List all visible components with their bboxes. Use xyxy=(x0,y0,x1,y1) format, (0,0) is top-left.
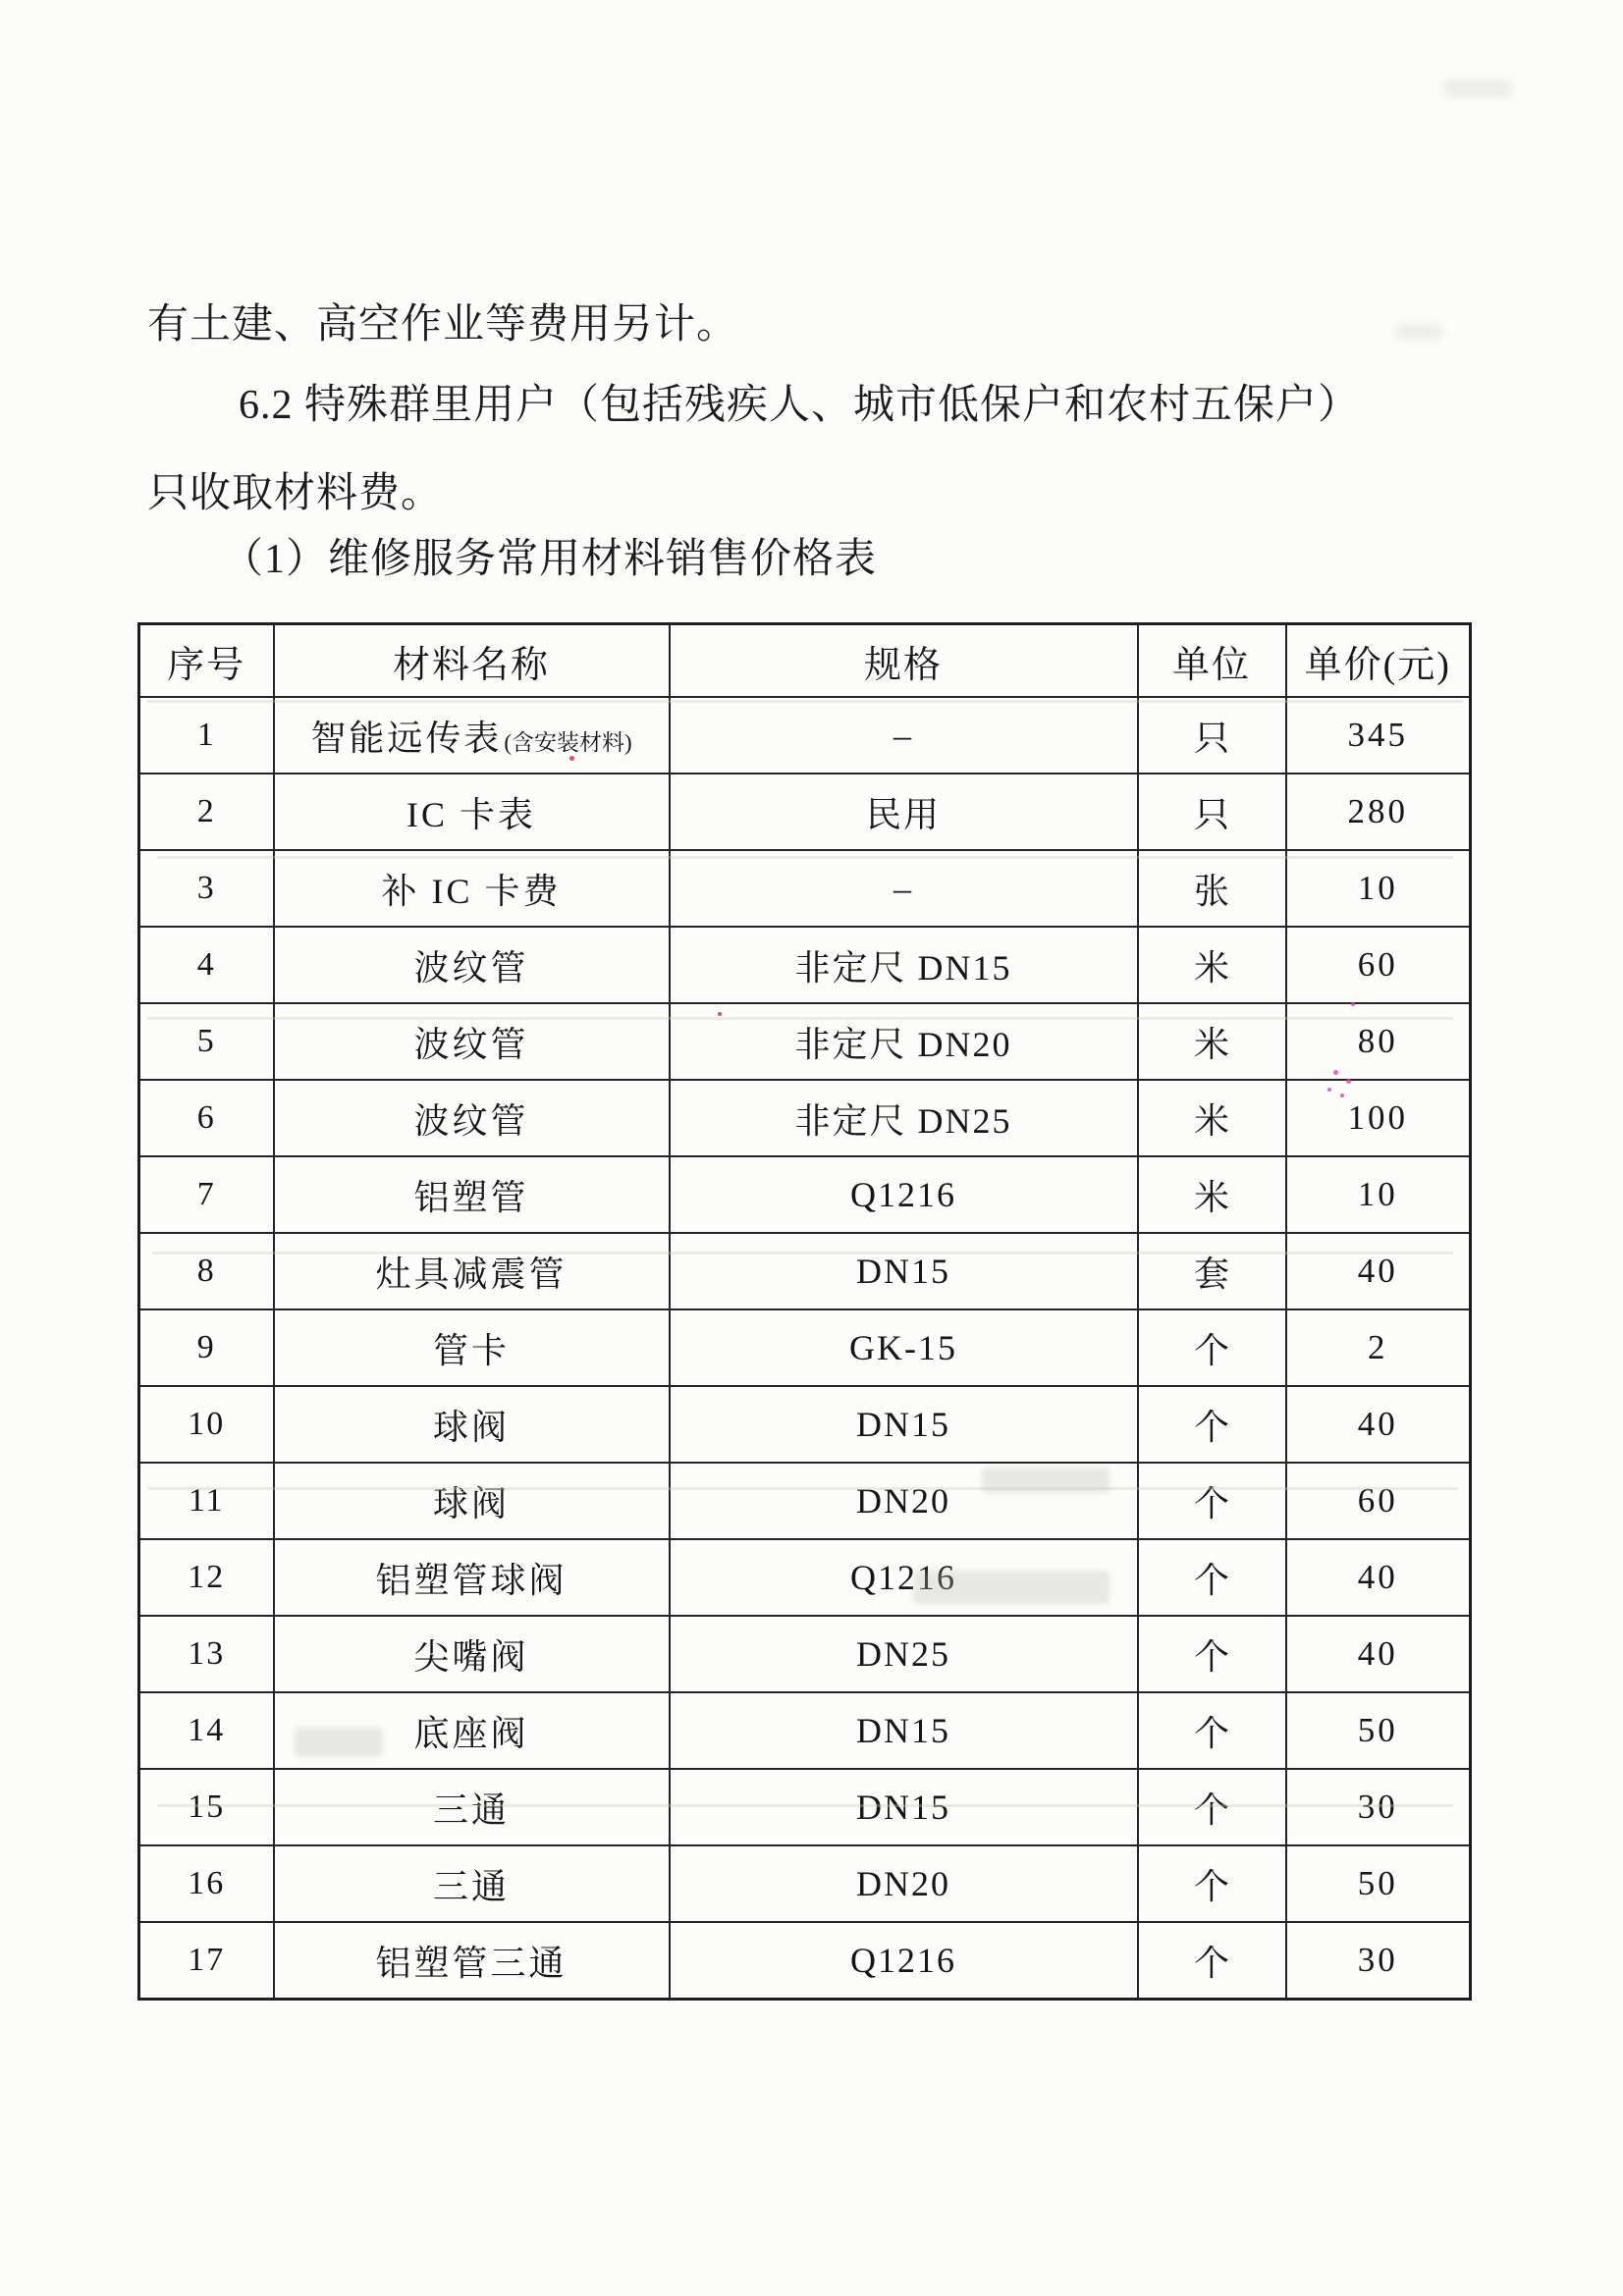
cell-price: 30 xyxy=(1286,1769,1471,1845)
cell-price: 60 xyxy=(1286,1463,1471,1539)
table-row xyxy=(139,1386,1471,1463)
cell-price: 40 xyxy=(1286,1616,1471,1692)
cell-spec: 民用 xyxy=(670,774,1138,850)
material-name-text: 三通 xyxy=(432,1789,510,1830)
cell-spec: Q1216 xyxy=(670,1156,1138,1233)
table-row xyxy=(139,1233,1471,1309)
cell-serial-number: 14 xyxy=(139,1692,274,1769)
cell-unit: 个 xyxy=(1138,1539,1286,1616)
material-name-note: (含安装材料) xyxy=(504,729,632,755)
cell-spec: GK-15 xyxy=(670,1309,1138,1386)
cell-price: 60 xyxy=(1286,927,1471,1003)
cell-price: 30 xyxy=(1286,1922,1471,2000)
cell-price: 50 xyxy=(1286,1845,1471,1922)
cell-material-name xyxy=(274,1003,670,1080)
cell-unit: 个 xyxy=(1138,1463,1286,1539)
cell-serial-number: 16 xyxy=(139,1845,274,1922)
cell-material-name xyxy=(274,1386,670,1463)
header-cell-spec: 规格 xyxy=(670,624,1138,698)
header-cell-material: 材料名称 xyxy=(274,624,670,698)
cell-material-name xyxy=(274,1539,670,1616)
cell-material-name xyxy=(274,927,670,1003)
table-row xyxy=(139,774,1471,850)
table-row xyxy=(139,1156,1471,1233)
cell-price: 100 xyxy=(1286,1080,1471,1156)
table-row xyxy=(139,1539,1471,1616)
cell-serial-number: 5 xyxy=(139,1003,274,1080)
cell-spec: 非定尺 DN20 xyxy=(670,1003,1138,1080)
header-cell-serial: 序号 xyxy=(139,624,274,698)
cell-unit: 米 xyxy=(1138,1156,1286,1233)
cell-price: 10 xyxy=(1286,1156,1471,1233)
cell-price: 40 xyxy=(1286,1233,1471,1309)
cell-material-name xyxy=(274,1309,670,1386)
paragraph-extra-fees: 有土建、高空作业等费用另计。 xyxy=(147,302,739,347)
header-cell-unit: 单位 xyxy=(1138,624,1286,698)
cell-spec: DN25 xyxy=(670,1616,1138,1692)
paragraph-section-6-2-continued: 只收取材料费。 xyxy=(147,471,444,516)
table-row xyxy=(139,1692,1471,1769)
material-name-text: 尖嘴阀 xyxy=(413,1636,529,1677)
cell-material-name xyxy=(274,1769,670,1845)
cell-unit: 个 xyxy=(1138,1386,1286,1463)
cell-spec: DN15 xyxy=(670,1233,1138,1309)
cell-serial-number: 8 xyxy=(139,1233,274,1309)
cell-material-name xyxy=(274,697,670,774)
cell-price: 50 xyxy=(1286,1692,1471,1769)
cell-spec: DN20 xyxy=(670,1463,1138,1539)
cell-unit: 个 xyxy=(1138,1692,1286,1769)
material-name-text: 铝塑管三通 xyxy=(375,1943,568,1983)
cell-serial-number: 1 xyxy=(139,697,274,774)
cell-serial-number: 3 xyxy=(139,850,274,927)
cell-unit: 个 xyxy=(1138,1769,1286,1845)
cell-price: 40 xyxy=(1286,1386,1471,1463)
cell-serial-number: 17 xyxy=(139,1922,274,2000)
cell-serial-number: 13 xyxy=(139,1616,274,1692)
cell-material-name xyxy=(274,1692,670,1769)
cell-serial-number: 12 xyxy=(139,1539,274,1616)
cell-unit: 米 xyxy=(1138,1003,1286,1080)
table-row xyxy=(139,1922,1471,2000)
cell-serial-number: 9 xyxy=(139,1309,274,1386)
material-name-text: 三通 xyxy=(432,1866,510,1906)
table-header-row xyxy=(139,624,1471,698)
table-row xyxy=(139,1309,1471,1386)
table-row xyxy=(139,1616,1471,1692)
material-name-text: 灶具减震管 xyxy=(375,1254,568,1294)
cell-price: 345 xyxy=(1286,697,1471,774)
material-name-text: 补 IC 卡费 xyxy=(381,871,562,911)
material-name-text: 铝塑管 xyxy=(413,1177,529,1217)
cell-price: 80 xyxy=(1286,1003,1471,1080)
cell-material-name xyxy=(274,1080,670,1156)
table-row xyxy=(139,1845,1471,1922)
cell-spec: Q1216 xyxy=(670,1539,1138,1616)
material-name-text: IC 卡表 xyxy=(406,794,536,834)
cell-material-name xyxy=(274,1922,670,2000)
cell-spec: DN15 xyxy=(670,1692,1138,1769)
cell-price: 2 xyxy=(1286,1309,1471,1386)
cell-unit: 张 xyxy=(1138,850,1286,927)
material-name-text: 球阀 xyxy=(432,1483,510,1523)
cell-spec: – xyxy=(670,850,1138,927)
cell-material-name xyxy=(274,1156,670,1233)
cell-price: 40 xyxy=(1286,1539,1471,1616)
cell-serial-number: 7 xyxy=(139,1156,274,1233)
cell-spec: – xyxy=(670,697,1138,774)
cell-spec: 非定尺 DN15 xyxy=(670,927,1138,1003)
cell-material-name xyxy=(274,1233,670,1309)
cell-serial-number: 4 xyxy=(139,927,274,1003)
material-name-text: 波纹管 xyxy=(413,1024,529,1064)
table-row xyxy=(139,1769,1471,1845)
cell-spec: 非定尺 DN25 xyxy=(670,1080,1138,1156)
table-row xyxy=(139,697,1471,774)
material-name-text: 管卡 xyxy=(432,1330,510,1370)
table-row xyxy=(139,1080,1471,1156)
table-row xyxy=(139,927,1471,1003)
cell-material-name xyxy=(274,1616,670,1692)
cell-spec: DN15 xyxy=(670,1386,1138,1463)
material-name-text: 智能远传表 xyxy=(310,718,503,758)
scan-smudge-2 xyxy=(1394,324,1443,340)
cell-unit: 个 xyxy=(1138,1309,1286,1386)
cell-spec: DN20 xyxy=(670,1845,1138,1922)
cell-material-name xyxy=(274,1845,670,1922)
cell-serial-number: 6 xyxy=(139,1080,274,1156)
cell-price: 280 xyxy=(1286,774,1471,850)
cell-unit: 个 xyxy=(1138,1845,1286,1922)
cell-material-name xyxy=(274,1463,670,1539)
cell-unit: 只 xyxy=(1138,774,1286,850)
paragraph-section-6-2: 6.2 特殊群里用户（包括残疾人、城市低保户和农村五保户） xyxy=(239,383,1361,428)
scan-smudge-1 xyxy=(1443,79,1512,98)
material-name-text: 波纹管 xyxy=(413,947,529,988)
cell-unit: 个 xyxy=(1138,1616,1286,1692)
cell-serial-number: 15 xyxy=(139,1769,274,1845)
table-caption: （1）维修服务常用材料销售价格表 xyxy=(222,537,878,582)
table-row xyxy=(139,1003,1471,1080)
table-row xyxy=(139,1463,1471,1539)
cell-unit: 米 xyxy=(1138,927,1286,1003)
cell-serial-number: 11 xyxy=(139,1463,274,1539)
cell-unit: 只 xyxy=(1138,697,1286,774)
cell-price: 10 xyxy=(1286,850,1471,927)
cell-unit: 个 xyxy=(1138,1922,1286,2000)
cell-unit: 套 xyxy=(1138,1233,1286,1309)
material-name-text: 波纹管 xyxy=(413,1100,529,1141)
material-name-text: 铝塑管球阀 xyxy=(375,1560,568,1600)
cell-material-name xyxy=(274,850,670,927)
material-name-text: 底座阀 xyxy=(413,1713,529,1753)
cell-spec: DN15 xyxy=(670,1769,1138,1845)
table-row xyxy=(139,850,1471,927)
material-price-table xyxy=(137,622,1472,2001)
cell-unit: 米 xyxy=(1138,1080,1286,1156)
cell-serial-number: 2 xyxy=(139,774,274,850)
cell-material-name xyxy=(274,774,670,850)
cell-serial-number: 10 xyxy=(139,1386,274,1463)
header-cell-price: 单价(元) xyxy=(1286,624,1471,698)
material-name-text: 球阀 xyxy=(432,1407,510,1447)
cell-spec: Q1216 xyxy=(670,1922,1138,2000)
